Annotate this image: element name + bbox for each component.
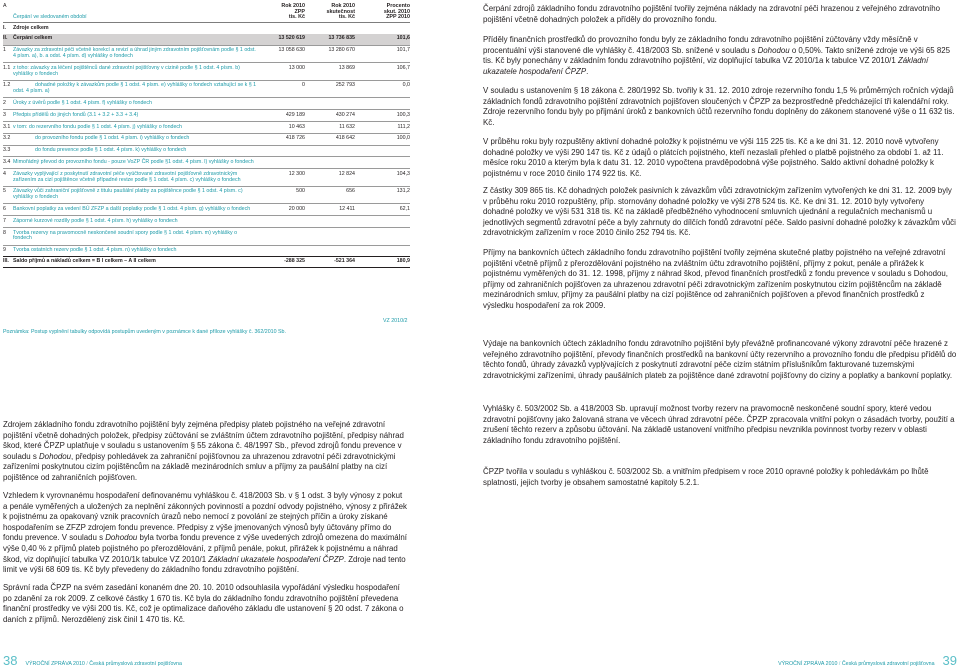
row-percent-value bbox=[357, 145, 410, 157]
row-actual-value: 430 274 bbox=[307, 110, 357, 122]
row-label: Bankovní poplatky za vedení BÚ ZFZP a další poplatky podle § 1 odst. 4 písm. g) vyhlášky o fondech bbox=[13, 204, 257, 216]
row-plan-value: 13 058 630 bbox=[257, 45, 307, 63]
row-label: Záporné kurzové rozdíly podle § 1 odst. 4 písm. h) vyhlášky o fondech bbox=[13, 216, 257, 228]
row-number: I. bbox=[3, 23, 13, 34]
table-row bbox=[3, 133, 410, 145]
row-actual-value: -521 364 bbox=[307, 257, 357, 268]
row-percent-value bbox=[357, 157, 410, 169]
header-col-plan: Rok 2010 ZPP tis. Kč bbox=[257, 4, 307, 23]
row-label: Tvorba ostatních rezerv podle § 1 odst. 4 písm. n) vyhlášky o fondech bbox=[13, 245, 257, 257]
row-label: dohadné položky k závazkům podle § 1 odst. 4 písm. e) vyhlášky o fondech vztahující se k § 1 odst. 4 písm. a) bbox=[13, 80, 257, 98]
table-row bbox=[3, 122, 410, 134]
row-actual-value bbox=[307, 98, 357, 110]
row-label: Předpis přídělů do jiných fondů (3.1 + 3.2 + 3.3 + 3.4) bbox=[13, 110, 257, 122]
row-number: 1 bbox=[3, 45, 13, 63]
row-label: do provozního fondu podle § 1 odst. 4 písm. i) vyhlášky o fondech bbox=[13, 133, 257, 145]
page-number-left: 38 bbox=[3, 653, 18, 668]
row-actual-value: 13 869 bbox=[307, 63, 357, 81]
right-paragraph-adjustments: ČPZP tvořila v souladu s vyhláškou č. 503/2002 Sb. a vnitřním předpisem v roce 2010 opravné položky k pohledávkám po lhůtě splatnosti, jejich tvorby je obsahem samostatné kapitoly 5.2.1. bbox=[483, 467, 929, 487]
row-percent-value bbox=[357, 228, 410, 246]
table-tag: VZ 2010/2 bbox=[383, 318, 408, 324]
row-number: 1.1 bbox=[3, 63, 13, 81]
table-row bbox=[3, 228, 410, 246]
right-paragraph-court-reserves: Vyhlášky č. 503/2002 Sb. a 418/2003 Sb. upravují možnost tvorby rezerv na pravomocně neskončené soudní spory, které vedou zdravotní pojišťovny jako žalovaná strana ve věcech úhrad zdravotní péče. ČPZP zpracovala vnitřní pokyn o zásadách tvorby, použití a zrušení těchto rezerv a způsobu účtování. Na základě ustanovení vnitřního předpisu nevznikla povinnost tvorby rezerv v oblasti základního fondu zdravotního pojištění. bbox=[483, 404, 955, 445]
row-percent-value: 100,3 bbox=[357, 110, 410, 122]
row-actual-value bbox=[307, 145, 357, 157]
footer-right bbox=[778, 654, 957, 667]
row-number: 2 bbox=[3, 98, 13, 110]
row-percent-value bbox=[357, 216, 410, 228]
header-col-percent: Procento skut. 2010 ZPP 2010 bbox=[357, 4, 410, 23]
row-number: 8 bbox=[3, 228, 13, 246]
row-number: 4 bbox=[3, 169, 13, 187]
row-label: Závazky vyplývající z poskytnutí zdravotní péče vyúčtované zdravotní pojišťovně zdravotnickým zařízením za cizí pojištěnce včetně případné revize podle § 1 odst. 4 písm. c) vyhlášky o fondech bbox=[13, 169, 257, 187]
row-percent-value: 101,6 bbox=[357, 34, 410, 45]
row-label: Zdroje celkem bbox=[13, 23, 257, 34]
row-plan-value: 13 000 bbox=[257, 63, 307, 81]
footer-right-label: VÝROČNÍ ZPRÁVA 2010 / Česká průmyslová zdravotní pojišťovna bbox=[778, 661, 935, 667]
header-title: Čerpání ve sledovaném období bbox=[13, 4, 257, 23]
row-actual-value: 252 793 bbox=[307, 80, 357, 98]
row-plan-value: 500 bbox=[257, 186, 307, 204]
row-number: 9 bbox=[3, 245, 13, 257]
right-paragraph-reserve-fund: V souladu s ustanovením § 18 zákona č. 280/1992 Sb. tvořily k 31. 12. 2010 zdroje rezervního fondu 1,5 % průměrných ročních výdajů základních fondů zdravotního pojištění zdravotních pojišťoven sloučených v ČPZP za bezprostředně předcházející tři kalendářní roky. Zdroje rezervního fondu byly po přijmání úroků z bankovních účtů rezervního fondu doplněny do zákonem stanovené výše o 11 632 tis. Kč. bbox=[483, 86, 955, 127]
row-percent-value: 101,7 bbox=[357, 45, 410, 63]
table-row bbox=[3, 80, 410, 98]
row-label: Čerpání celkem bbox=[13, 34, 257, 45]
row-number: 3.1 bbox=[3, 122, 13, 134]
table-row bbox=[3, 186, 410, 204]
row-actual-value: 11 632 bbox=[307, 122, 357, 134]
row-actual-value: 656 bbox=[307, 186, 357, 204]
row-percent-value: 0,0 bbox=[357, 80, 410, 98]
row-actual-value: 13 736 835 bbox=[307, 34, 357, 45]
left-paragraph-prevention-fund: Vzhledem k vyrovnanému hospodaření definovanému vyhláškou č. 418/2003 Sb. v § 1 odst. 3 byly výnosy z pokut a penále vyměřených a uložených za neplnění zákonných povinností a pozdní odvody pojistného, výnosy z přirážek k pojistnému za opakovaný vznik pracovních úrazů nebo nemocí z povolání ze stejných příčin a úroky získané hospodařením se ZFZP zdrojem fondu prevence. Předpisy z výše jmenovaných výnosů byly účtovány přímo do fondu prevence. V souladu s Dohodou byla tvorba fondu prevence z výše uvedených zdrojů omezena do maximální výše 0,40 % z příjmů plateb pojistného po přerozdělování, z příjmů penále, pokut, přirážek k pojistnému a náhrad škod, viz doplňující tabulka VZ 2010/1k tabulce VZ 2010/1 Základní ukazatele hospodaření ČPZP. Zdroje nad tento limit ve výši 68 609 tis. Kč byly převedeny do základního fondu zdravotního pojištění. bbox=[3, 491, 407, 575]
row-percent-value bbox=[357, 23, 410, 34]
table-body bbox=[3, 23, 410, 268]
row-number: 7 bbox=[3, 216, 13, 228]
table-row bbox=[3, 169, 410, 187]
row-number: 6 bbox=[3, 204, 13, 216]
row-label: Saldo příjmů a nákladů celkem = B I celkem – A II celkem bbox=[13, 257, 257, 268]
row-label: Závazky za zdravotní péči včetně korekcí a revizí a úhrad jiným zdravotním pojišťovnám podle § 1 odst. 4 písm. a), b. a odst. 4 písm. d) vyhlášky o fondech bbox=[13, 45, 257, 63]
table-row bbox=[3, 23, 410, 34]
row-number: 3.2 bbox=[3, 133, 13, 145]
table-row bbox=[3, 157, 410, 169]
row-plan-value: 10 463 bbox=[257, 122, 307, 134]
row-number: 5 bbox=[3, 186, 13, 204]
row-plan-value: 12 300 bbox=[257, 169, 307, 187]
row-plan-value bbox=[257, 98, 307, 110]
row-plan-value: 13 520 619 bbox=[257, 34, 307, 45]
row-plan-value: 0 bbox=[257, 80, 307, 98]
right-paragraph-passive-items: Z částky 309 865 tis. Kč dohadných položek pasivních k závazkům vůči zdravotnickým zařízením vytvořených ke dni 31. 12. 2009 byly v průběhu roku 2010 rozpuštěny, příp. stornovány dohadné položky ve výši 278 524 tis. Kč. Ke dni 31. 12. 2010 byly vytvořeny dohadné položky ve výši 531 318 tis. Kč na základě předběžného vyhodnocení smluvních ujednání a regulačních mechanismů u jednotlivých segmentů zdravotní péče a byly zahrnuty do dílčích fondů zdravotní péče. Saldo pasivní dohadné položky k závazkům vůči zdravotnickým zařízením v roce 2010 činilo 252 794 tis. Kč. bbox=[483, 186, 956, 238]
row-percent-value bbox=[357, 98, 410, 110]
row-plan-value: 20 000 bbox=[257, 204, 307, 216]
table-row bbox=[3, 145, 410, 157]
row-label: Úroky z úvěrů podle § 1 odst. 4 písm. f) vyhlášky o fondech bbox=[13, 98, 257, 110]
row-plan-value bbox=[257, 23, 307, 34]
row-percent-value: 62,1 bbox=[357, 204, 410, 216]
row-actual-value: 12 411 bbox=[307, 204, 357, 216]
table-row bbox=[3, 204, 410, 216]
row-number: 3.4 bbox=[3, 157, 13, 169]
table-row bbox=[3, 257, 410, 268]
row-label: Tvorba rezervy na pravomocně neskončené soudní spory podle § 1 odst. 4 písm. m) vyhlášky o fondech bbox=[13, 228, 257, 246]
row-percent-value: 131,2 bbox=[357, 186, 410, 204]
row-label: v tom: do rezervního fondu podle § 1 odst. 4 písm. j) vyhlášky o fondech bbox=[13, 122, 257, 134]
right-paragraph-operating-fund: Příděly finančních prostředků do provozního fondu byly ze základního fondu zdravotního pojištění zúčtovány vždy měsíčně v procentuální výši stanovené dle vyhlášky č. 418/2003 Sb. snížené v souladu s Dohodou o 0,50%. Takto snížené zdroje ve výši 65 825 tis. Kč byly ponechány v základním fondu zdravotního pojištění, viz doplňující tabulka VZ 2010/1a k tabulce VZ 2010/1 Základní ukazatele hospodaření ČPZP. bbox=[483, 35, 951, 76]
row-plan-value bbox=[257, 216, 307, 228]
row-plan-value: -288 325 bbox=[257, 257, 307, 268]
row-plan-value bbox=[257, 145, 307, 157]
row-percent-value: 100,0 bbox=[357, 133, 410, 145]
right-paragraph-expenditure: Čerpání zdrojů základního fondu zdravotního pojištění tvořily zejména náklady na zdravotní péči hrazenou z veřejného zdravotního pojištění včetně dohadných položek a příděly do provozního fondu. bbox=[483, 4, 941, 24]
row-number: II. bbox=[3, 34, 13, 45]
row-plan-value bbox=[257, 228, 307, 246]
row-actual-value: 418 642 bbox=[307, 133, 357, 145]
right-paragraph-bank-expenses: Výdaje na bankovních účtech základního fondu zdravotního pojištění byly převážně profinancované výkony zdravotní péče hrazené z veřejného zdravotního pojištění, převody finančních prostředků na bankovní účty rezervního a provozního fondu dle předpisu přídělů do těchto fondů, úhrady závazků vyplývajících z poskytnutí zdravotní péče cizím státním příslušníkům fakturované tuzemskými zdravotnickými zařízeními, úhrady paušálních plateb za pojištěnce dané zdravotní pojišťovny do ciziny a poplatky a bankovní poplatky. bbox=[483, 339, 957, 380]
table-row bbox=[3, 110, 410, 122]
row-actual-value: 13 280 670 bbox=[307, 45, 357, 63]
row-number: 3.3 bbox=[3, 145, 13, 157]
right-page bbox=[480, 0, 960, 671]
row-percent-value: 104,3 bbox=[357, 169, 410, 187]
table-row bbox=[3, 98, 410, 110]
right-paragraph-estimated-items: V průběhu roku byly rozpuštěny aktivní dohadné položky k pojistnému ve výši 115 225 tis. Kč a ke dni 31. 12. 2010 nově vytvořeny dohadné položky ve výši 290 147 tis. Kč z údajů o plátcích pojistného, kteří nezaslali přehled o platbě pojistného za období 1. až 11. měsíce roku 2010 a kterým byla k datu 31. 12. 2010 vypočtena pravděpodobná výše pojistného. Saldo aktivní dohadné položky k pojistnému v roce 2010 činilo 174 922 tis. Kč. bbox=[483, 137, 944, 178]
row-number: III. bbox=[3, 257, 13, 268]
table-row bbox=[3, 216, 410, 228]
row-actual-value bbox=[307, 245, 357, 257]
footer-left-label: VÝROČNÍ ZPRÁVA 2010 / Česká průmyslová zdravotní pojišťovna bbox=[25, 661, 182, 667]
financial-table bbox=[3, 4, 410, 268]
header-col-actual: Rok 2010 skutečnost tis. Kč bbox=[307, 4, 357, 23]
table-row bbox=[3, 34, 410, 45]
row-number: 1.2 bbox=[3, 80, 13, 98]
row-actual-value: 12 824 bbox=[307, 169, 357, 187]
row-actual-value bbox=[307, 23, 357, 34]
row-percent-value: 180,9 bbox=[357, 257, 410, 268]
row-number: 3 bbox=[3, 110, 13, 122]
row-label: do fondu prevence podle § 1 odst. 4 písm. k) vyhlášky o fondech bbox=[13, 145, 257, 157]
row-plan-value bbox=[257, 245, 307, 257]
left-paragraph-board-decision: Správní rada ČPZP na svém zasedání konaném dne 20. 10. 2010 odsouhlasila vypořádání výsledku hospodaření po zdanění za rok 2009. Z celkové částky 1 670 tis. Kč byla do základního fondu zdravotního pojištění převedena finanční prostředky ve výši 200 tis. Kč, což je optimalizace daňového základu dle ustanovení § 20 odst. 7 zákona o daních z příjmů. Nerozdělený zisk činil 1 470 tis. Kč. bbox=[3, 583, 404, 624]
row-label: Závazky vůči zahraniční pojišťovně z titulu paušální platby za pojištěnce podle § 1 odst. 4 písm. c) vyhlášky o fondech bbox=[13, 186, 257, 204]
row-actual-value bbox=[307, 228, 357, 246]
table-row bbox=[3, 245, 410, 257]
row-plan-value: 429 189 bbox=[257, 110, 307, 122]
row-label: Mimořádný převod do provozního fondu - pouze VoZP ČR podle §1 odst. 4 písm. l) vyhlášky o fondech bbox=[13, 157, 257, 169]
row-percent-value bbox=[357, 245, 410, 257]
right-paragraph-bank-income: Příjmy na bankovních účtech základního fondu zdravotního pojištění tvořily zejména skutečné platby pojistného na veřejné zdravotní pojištění včetně příjmů z přerozdělování pojistného na zvláštním účtu zdravotního pojištění, příjmy z pokut, penále a přirážek k pojistnému vyměřených do 31. 12. 1998, příjmy z náhrad škod, převod finančních prostředků z fondu prevence v souladu s Dohodou, příjmy od zahraničních pojišťoven za uhrazenou zdravotní péči zdravotnickým zařízením poskytnutou cizím pojištěncům na základě mezinárodních smluv, příjmy za paušální platby na cizí pojištěnce od zahraničních pojišťoven a převod finančních prostředků z výsledku hospodaření za rok 2009. bbox=[483, 248, 948, 310]
table-note: Poznámka: Postup vyplnění tabulky odpovídá postupům uvedeným v poznámce k dané příloze vyhlášky č. 362/2010 Sb. bbox=[3, 329, 286, 335]
row-actual-value bbox=[307, 216, 357, 228]
row-plan-value: 418 726 bbox=[257, 133, 307, 145]
table-row bbox=[3, 63, 410, 81]
row-actual-value bbox=[307, 157, 357, 169]
left-paragraph-sources: Zdrojem základního fondu zdravotního pojištění byly zejména předpisy plateb pojistného na veřejné zdravotní pojištění včetně dohadných položek, předpisy zúčtování se zvláštním účtem zdravotního pojištění, předpisy náhrad škod, které ČPZP uplatňuje v souladu s ustanovením § 55 zákona č. 48/1997 Sb., převod zdrojů fondu prevence v souladu s Dohodou, předpisy pohledávek za zahraniční pojišťovnou za uhrazenou zdravotní péči zdravotnickými zařízeními poskytnutou cizím pojištěncům na základě mezinárodních smluv a příjmy za paušální platby na cizí pojištěnce od zahraničních pojišťoven. bbox=[3, 420, 404, 482]
table-header-row bbox=[3, 4, 410, 23]
table-row bbox=[3, 45, 410, 63]
header-row-label: A bbox=[3, 4, 13, 23]
row-plan-value bbox=[257, 157, 307, 169]
row-percent-value: 106,7 bbox=[357, 63, 410, 81]
row-percent-value: 111,2 bbox=[357, 122, 410, 134]
footer-left bbox=[3, 654, 182, 667]
row-label: z toho: závazky za léčení pojištěnců dané zdravotní pojišťovny v cizině podle § 1 odst. 4 písm. b) vyhlášky o fondech bbox=[13, 63, 257, 81]
page-number-right: 39 bbox=[942, 653, 957, 668]
